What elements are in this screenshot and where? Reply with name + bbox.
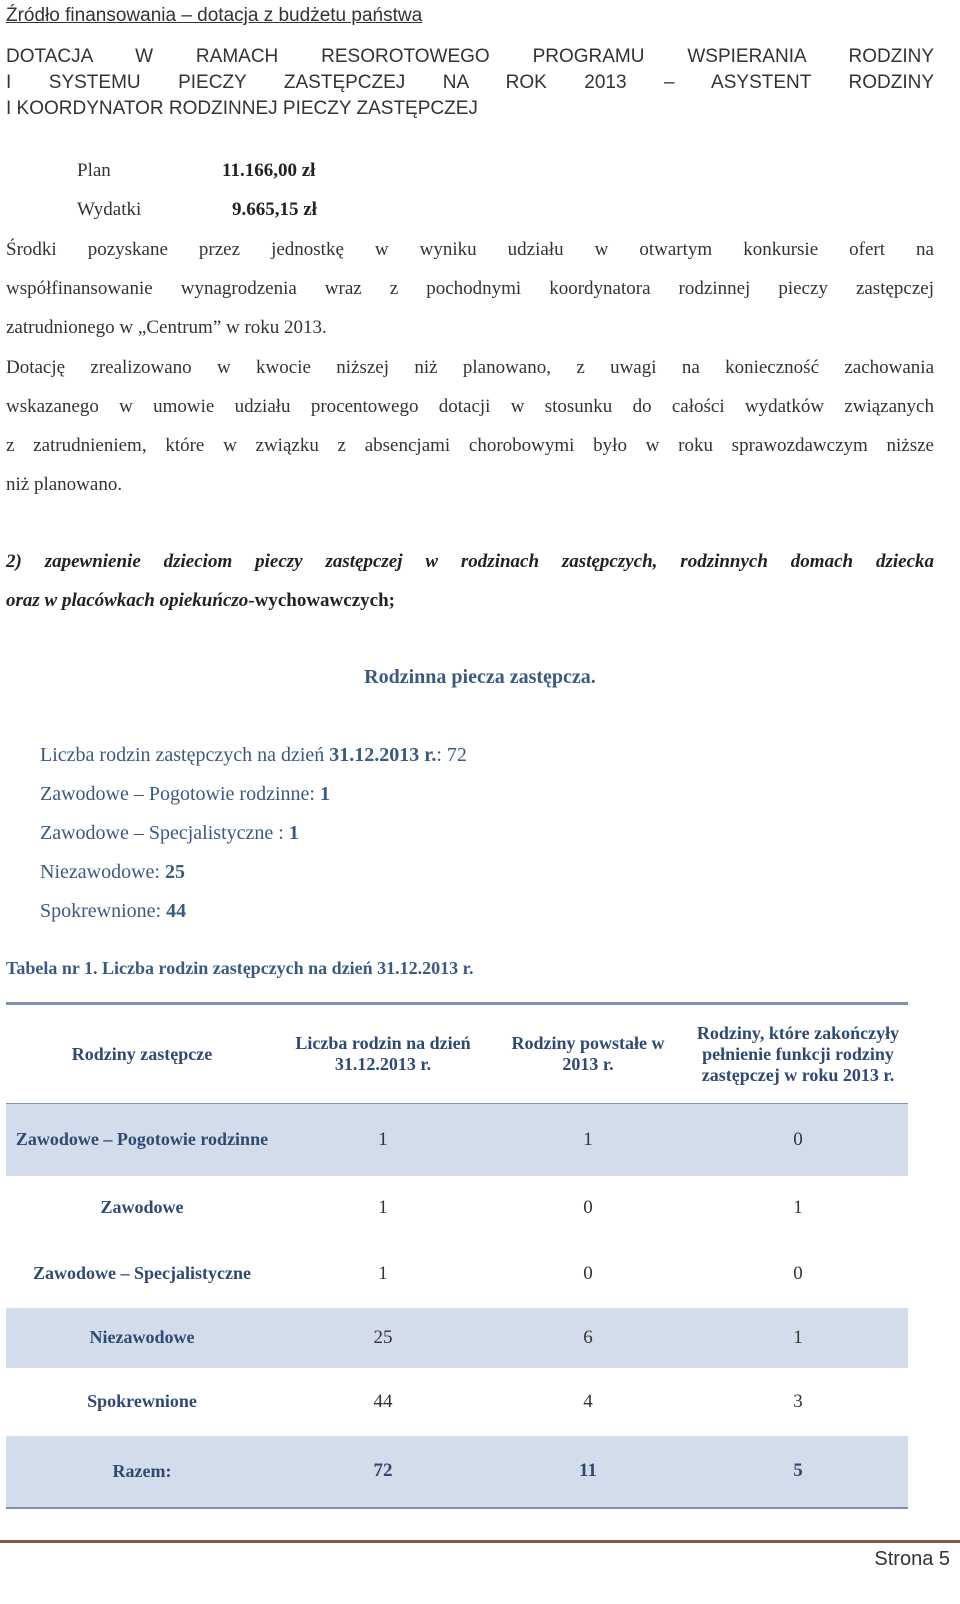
table-cell: 0 — [793, 1262, 803, 1284]
plan-value: 11.166,00 zł — [222, 160, 316, 181]
row-label: Spokrewnione — [87, 1391, 197, 1411]
table-cell: 0 — [583, 1262, 593, 1284]
stat-spokrewnione — [40, 900, 186, 923]
stat-families — [40, 744, 467, 767]
list-item-line — [6, 581, 934, 620]
table-row — [6, 1368, 908, 1436]
stat-niezawodowe — [40, 861, 185, 884]
table-caption: Tabela nr 1. Liczba rodzin zastępczych na dzień 31.12.2013 r. — [6, 958, 474, 978]
funding-source-line: Źródło finansowania – dotacja z budżetu państwa — [6, 5, 423, 26]
stat-label: Liczba rodzin zastępczych na dzień — [40, 744, 330, 766]
section-title: Rodzinna piecza zastępcza. — [364, 666, 596, 688]
paragraph-funding — [6, 230, 934, 347]
stat-date: 31.12.2013 r. — [329, 744, 437, 766]
stat-label: Spokrewnione: — [40, 900, 167, 922]
list-item-italic-part: oraz w placówkach opiekuńczo — [6, 590, 249, 611]
stat-value: 25 — [164, 861, 185, 883]
table-cell: 44 — [373, 1390, 393, 1412]
column-header: Rodziny zastępcze — [71, 1043, 213, 1064]
paragraph-line: współfinansowanie wynagrodzenia wraz z pochodnymi koordynatora rodzinnej pieczy zastępczej — [6, 278, 934, 299]
row-label: Zawodowe — [100, 1197, 184, 1217]
table-cell: 0 — [583, 1196, 593, 1218]
table-row — [6, 1176, 908, 1240]
row-label: Zawodowe – Pogotowie rodzinne — [6, 1104, 278, 1176]
paragraph-line: wskazanego w umowie udziału procentowego dotacji w stosunku do całości wydatków związanych — [6, 396, 934, 417]
plan-label: Plan — [77, 160, 111, 181]
column-header: Rodziny, które zakończyły pełnienie funkcji rodziny zastępczej w roku 2013 r. — [696, 1022, 900, 1085]
row-label: Zawodowe – Specjalistyczne — [33, 1263, 251, 1283]
table-cell: 6 — [488, 1308, 688, 1368]
stat-suffix: : — [436, 744, 447, 766]
footer-rule — [0, 1540, 960, 1543]
table-row — [6, 1308, 908, 1368]
stat-pogotowie — [40, 783, 330, 806]
stat-value: 1 — [319, 783, 330, 805]
grant-heading — [6, 44, 934, 122]
table-cell: 1 — [278, 1104, 488, 1176]
table-cell: 1 — [488, 1104, 688, 1176]
table-total-row — [6, 1436, 908, 1508]
table-cell: 25 — [278, 1308, 488, 1368]
list-item-rest: -wychowawczych; — [248, 590, 395, 611]
stat-value: 1 — [288, 822, 299, 844]
column-header: Liczba rodzin na dzień 31.12.2013 r. — [295, 1033, 471, 1074]
paragraph-explanation — [6, 348, 934, 504]
table-row — [6, 1240, 908, 1308]
paragraph-line: zatrudnionego w „Centrum” w roku 2013. — [6, 317, 327, 338]
table-cell: 0 — [688, 1104, 908, 1176]
paragraph-line: Środki pozyskane przez jednostkę w wyniku udziału w otwartym konkursie ofert na — [6, 239, 934, 260]
table-cell: 72 — [278, 1436, 488, 1508]
heading-line-2: I SYSTEMU PIECZY ZASTĘPCZEJ NA ROK 2013 – ASYSTENT RODZINY — [6, 72, 934, 93]
stat-label: Zawodowe – Pogotowie rodzinne: — [40, 783, 320, 805]
table-cell: 5 — [688, 1436, 908, 1508]
paragraph-line: z zatrudnieniem, które w związku z absencjami chorobowymi było w roku sprawozdawczym niższe — [6, 435, 934, 456]
table-header-row — [6, 1004, 908, 1104]
stat-value: 44 — [166, 900, 187, 922]
table-cell: 1 — [378, 1196, 388, 1218]
table-cell: 3 — [793, 1390, 803, 1412]
row-label: Razem: — [6, 1436, 278, 1508]
expenses-label: Wydatki — [77, 199, 142, 220]
stat-label: Zawodowe – Specjalistyczne : — [40, 822, 289, 844]
stat-value: 72 — [446, 744, 467, 766]
paragraph-line: niż planowano. — [6, 474, 123, 495]
table-cell: 4 — [583, 1390, 593, 1412]
page-number: Strona 5 — [874, 1548, 950, 1570]
table-cell: 1 — [793, 1196, 803, 1218]
heading-line-3: I KOORDYNATOR RODZINNEJ PIECZY ZASTĘPCZEJ — [6, 98, 478, 119]
column-header: Rodziny powstałe w 2013 r. — [511, 1033, 665, 1074]
expenses-value: 9.665,15 zł — [232, 199, 317, 220]
stat-specjalistyczne — [40, 822, 299, 845]
list-item-line: 2) zapewnienie dzieciom pieczy zastępczej w rodzinach zastępczych, rodzinnych domach dziecka — [6, 551, 934, 572]
table-cell: 1 — [378, 1262, 388, 1284]
table-row — [6, 1104, 908, 1176]
table-cell: 11 — [488, 1436, 688, 1508]
foster-families-table — [6, 1002, 908, 1509]
table-cell: 1 — [688, 1308, 908, 1368]
stat-label: Niezawodowe: — [40, 861, 165, 883]
paragraph-line: Dotację zrealizowano w kwocie niższej niż planowano, z uwagi na konieczność zachowania — [6, 357, 934, 378]
heading-line-1: DOTACJA W RAMACH RESOROTOWEGO PROGRAMU WSPIERANIA RODZINY — [6, 46, 934, 67]
list-item-2 — [6, 542, 934, 620]
row-label: Niezawodowe — [6, 1308, 278, 1368]
